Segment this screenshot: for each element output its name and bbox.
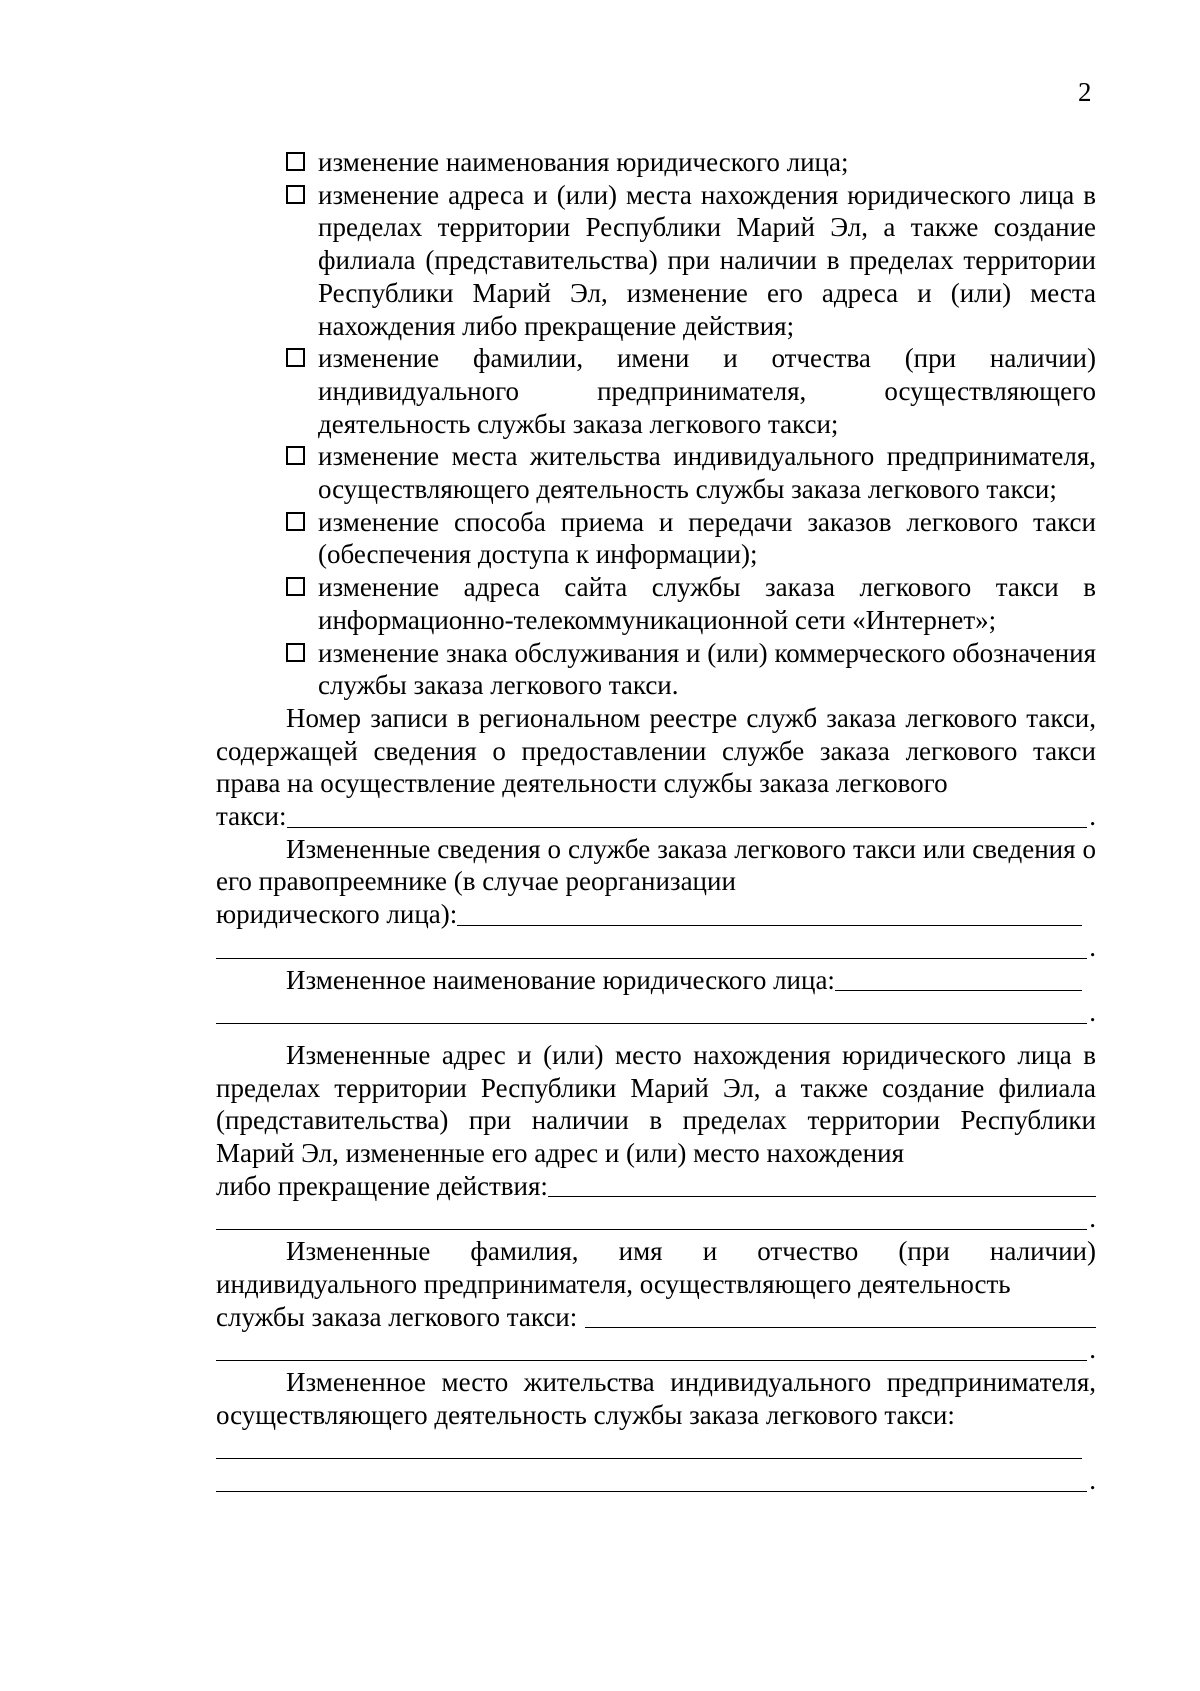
- period: .: [1089, 1203, 1096, 1234]
- changed-address-row: [216, 1170, 1096, 1203]
- registry-number-label: такси:: [216, 801, 287, 832]
- changed-name-field-2[interactable]: [216, 997, 1087, 1024]
- checkbox-icon[interactable]: [286, 643, 305, 662]
- checkbox-item[interactable]: [216, 506, 1096, 571]
- changed-info-row: [216, 898, 1096, 931]
- changed-address-label: либо прекращение действия:: [216, 1170, 548, 1201]
- changed-address-field-2[interactable]: [216, 1203, 1087, 1230]
- changed-fio-row-2: [216, 1333, 1096, 1366]
- changed-residence-text: Измененное место жительства индивидуального предпринимателя, осуществляющего деятельность службы заказа легкового такси:: [216, 1366, 1096, 1430]
- changed-info-row-2: [216, 931, 1096, 964]
- checkbox-icon[interactable]: [286, 185, 305, 204]
- changed-name-row: [216, 964, 1096, 997]
- changed-fio-field-2[interactable]: [216, 1334, 1087, 1361]
- checkbox-label: изменение знака обслуживания и (или) коммерческого обозначения службы заказа легкового такси.: [318, 637, 1096, 701]
- checkbox-label: изменение места жительства индивидуального предпринимателя, осуществляющего деятельность службы заказа легкового такси;: [318, 441, 1096, 505]
- period: .: [1089, 931, 1096, 962]
- period: .: [1089, 801, 1096, 832]
- changed-residence-row: [216, 1431, 1096, 1464]
- page-number: 2: [1078, 77, 1092, 107]
- checkbox-icon[interactable]: [286, 348, 305, 367]
- changed-residence-field-2[interactable]: [216, 1465, 1087, 1492]
- checkbox-label: изменение адреса и (или) места нахождения юридического лица в пределах территории Республики Марий Эл, а также создание филиала (представительства) при наличии в пределах территории Республики Марий Эл, изменение его адреса и (или) места нахождения либо прекращение действия;: [318, 179, 1096, 341]
- changed-name-row-2: [216, 996, 1096, 1029]
- changed-info-text: Измененные сведения о службе заказа легкового такси или сведения о его правопреемнике (в случае реорганизации: [216, 833, 1096, 897]
- changed-residence-row-2: [216, 1464, 1096, 1497]
- checkbox-item[interactable]: [216, 146, 1096, 179]
- checkbox-item[interactable]: [216, 179, 1096, 343]
- checkbox-icon[interactable]: [286, 446, 305, 465]
- checkbox-label: изменение способа приема и передачи заказов легкового такси (обеспечения доступа к информации);: [318, 506, 1096, 570]
- registry-number-text: Номер записи в региональном реестре служб заказа легкового такси, содержащей сведения о предоставлении службе заказа легкового такси права на осуществление деятельности службы заказа легкового: [216, 702, 1096, 799]
- changed-name-field[interactable]: [835, 964, 1082, 991]
- changed-residence-field[interactable]: [216, 1432, 1082, 1459]
- changed-fio-label: службы заказа легкового такси:: [216, 1301, 578, 1332]
- registry-number-field[interactable]: [287, 801, 1088, 828]
- checkbox-item[interactable]: [216, 342, 1096, 440]
- period: .: [1089, 1465, 1096, 1496]
- changed-fio-text: Измененные фамилия, имя и отчество (при наличии) индивидуального предпринимателя, осуществляющего деятельность: [216, 1236, 1096, 1299]
- changed-address-field[interactable]: [548, 1170, 1096, 1197]
- checkbox-item[interactable]: [216, 440, 1096, 505]
- changed-name-label: Измененное наименование юридического лица:: [286, 964, 835, 995]
- period: .: [1089, 997, 1096, 1028]
- period: .: [1089, 1334, 1096, 1365]
- checkbox-label: изменение наименования юридического лица;: [318, 147, 849, 177]
- changed-address-text: Измененные адрес и (или) место нахождения юридического лица в пределах территории Республики Марий Эл, а также создание филиала (представительства) при наличии в пределах территории Республики Марий Эл, измененные его адрес и (или) место нахождения: [216, 1039, 1096, 1169]
- registry-number-row: [216, 800, 1096, 833]
- checkbox-item[interactable]: [216, 637, 1096, 702]
- checkbox-label: изменение фамилии, имени и отчества (при наличии) индивидуального предпринимателя, осуществляющего деятельность службы заказа легкового такси;: [318, 343, 1096, 439]
- checkbox-label: изменение адреса сайта службы заказа легкового такси в информационно-телекоммуникационной сети «Интернет»;: [318, 572, 1096, 635]
- form-content: [216, 146, 1096, 1497]
- changed-info-field[interactable]: [457, 899, 1082, 926]
- changed-fio-field[interactable]: [585, 1301, 1096, 1328]
- checkbox-item[interactable]: [216, 571, 1096, 636]
- changed-fio-row: [216, 1301, 1096, 1334]
- changed-info-label: юридического лица):: [216, 899, 458, 930]
- changed-address-row-2: [216, 1202, 1096, 1235]
- checkbox-icon[interactable]: [286, 512, 305, 531]
- checkbox-icon[interactable]: [286, 577, 305, 596]
- checkbox-icon[interactable]: [286, 152, 305, 171]
- changed-info-field-2[interactable]: [216, 932, 1087, 959]
